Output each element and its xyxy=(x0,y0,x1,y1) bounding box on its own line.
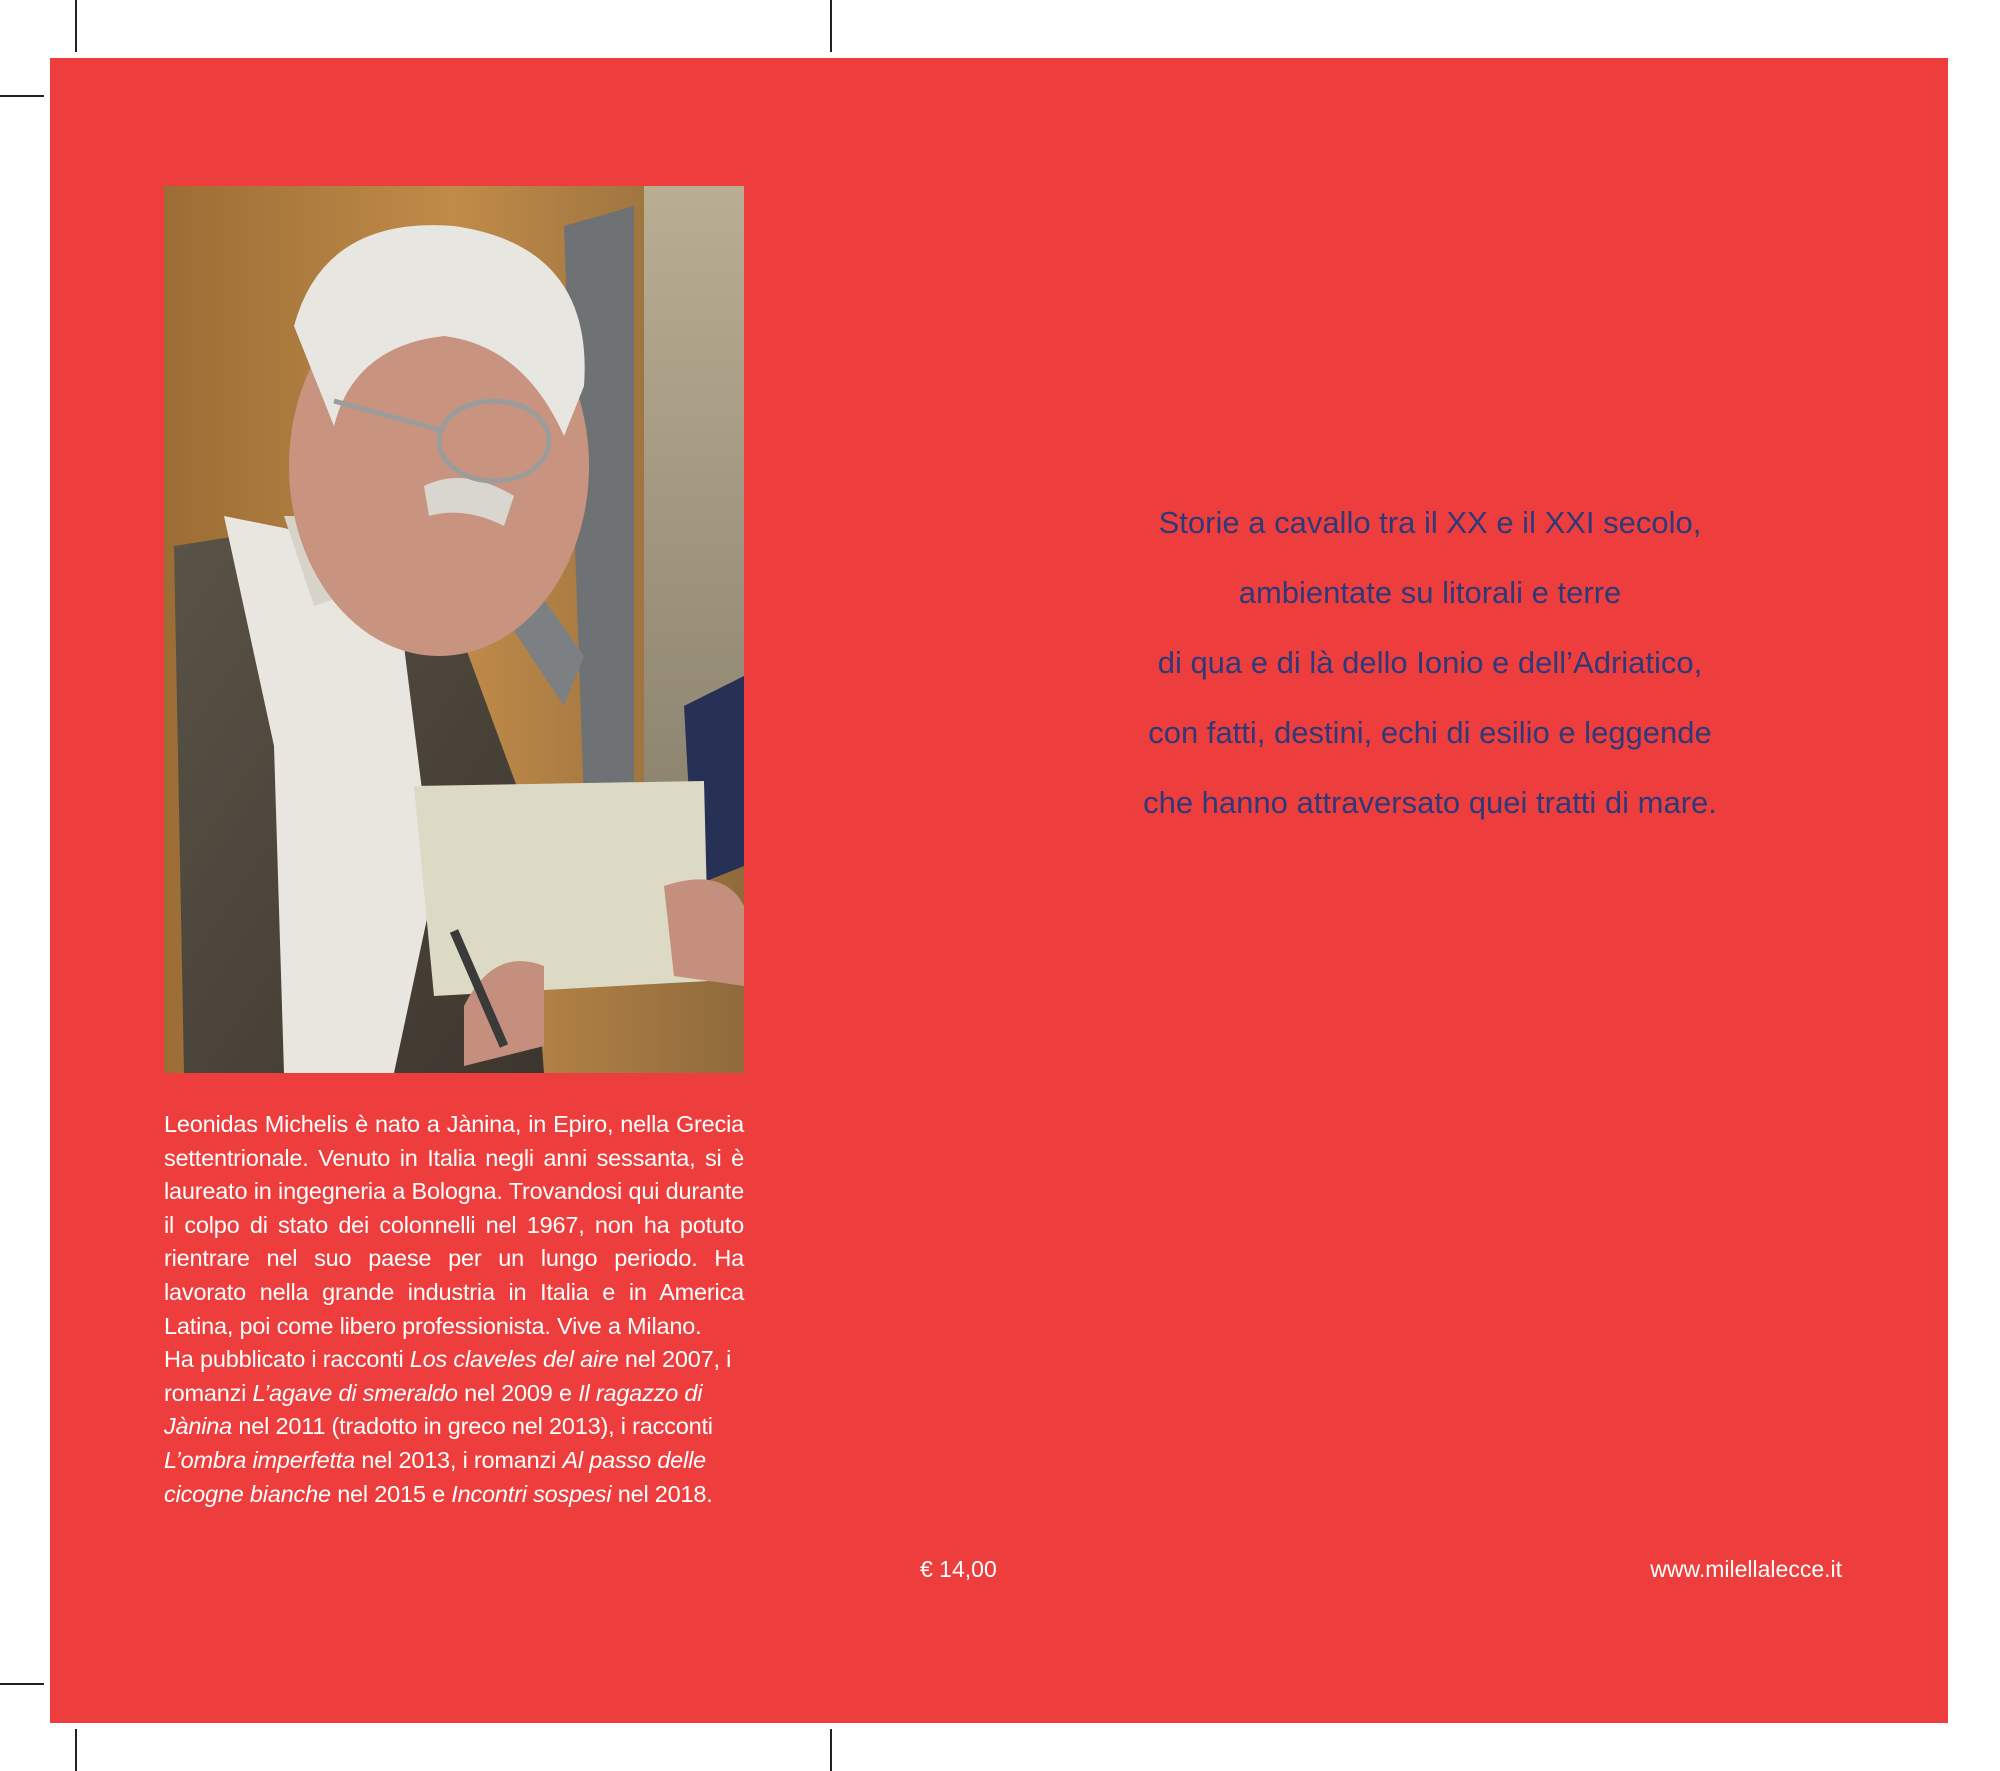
works-text: nel 2013, i romanzi xyxy=(355,1446,563,1473)
works-text: nel 2009 e xyxy=(457,1379,579,1406)
blurb-line: ambientate su litorali e terre xyxy=(1238,575,1622,610)
work-title: Al passo delle cicogne bianche xyxy=(164,1446,706,1507)
crop-mark xyxy=(0,1683,44,1685)
publisher-website: www.milellalecce.it xyxy=(1650,1556,1842,1582)
works-text: nel 2018. xyxy=(611,1480,713,1507)
blurb-line: con fatti, destini, echi di esilio e leggende xyxy=(1148,715,1712,750)
crop-mark xyxy=(830,1729,832,1771)
work-title: Los claveles del aire xyxy=(409,1346,619,1373)
back-cover-blurb xyxy=(930,488,1930,838)
work-title: L’ombra imperfetta xyxy=(164,1446,356,1473)
crop-mark xyxy=(75,1729,77,1771)
work-title: Il ragazzo di Jànina xyxy=(164,1379,703,1440)
works-text: nel 2011 (tradotto in greco nel 2013), i racconti xyxy=(232,1413,713,1440)
crop-mark xyxy=(830,0,832,52)
author-works-paragraph xyxy=(164,1343,744,1511)
blurb-line: Storie a cavallo tra il XX e il XXI secolo, xyxy=(1158,505,1702,540)
book-cover-spread xyxy=(50,58,1948,1723)
price-label: € 14,00 xyxy=(920,1556,997,1582)
author-biography xyxy=(164,1108,744,1511)
work-title: L’agave di smeraldo xyxy=(252,1379,458,1406)
blurb-line: che hanno attraversato quei tratti di mare. xyxy=(1143,785,1717,820)
blurb-line: di qua e di là dello Ionio e dell’Adriatico, xyxy=(1157,645,1703,680)
crop-mark xyxy=(75,0,77,52)
author-photo-illustration xyxy=(164,186,744,1073)
work-title: Incontri sospesi xyxy=(451,1480,612,1507)
crop-mark xyxy=(0,95,44,97)
author-photo xyxy=(164,186,744,1073)
works-text: nel 2015 e xyxy=(330,1480,452,1507)
works-text: nel 2007, i romanzi xyxy=(164,1346,732,1406)
works-intro: Ha pubblicato i racconti xyxy=(164,1346,410,1373)
author-bio-paragraph: Leonidas Michelis è nato a Jànina, in Epiro, nella Grecia settentrionale. Venuto in Italia negli anni sessanta, si è laureato in ingegneria a Bologna. Trovandosi qui durante il colpo di stato dei colonnelli nel 1967, non ha potuto rientrare nel suo paese per un lungo periodo. Ha lavorato nella grande industria in Italia e in America Latina, poi come libero professionista. Vive a Milano. xyxy=(164,1111,744,1339)
